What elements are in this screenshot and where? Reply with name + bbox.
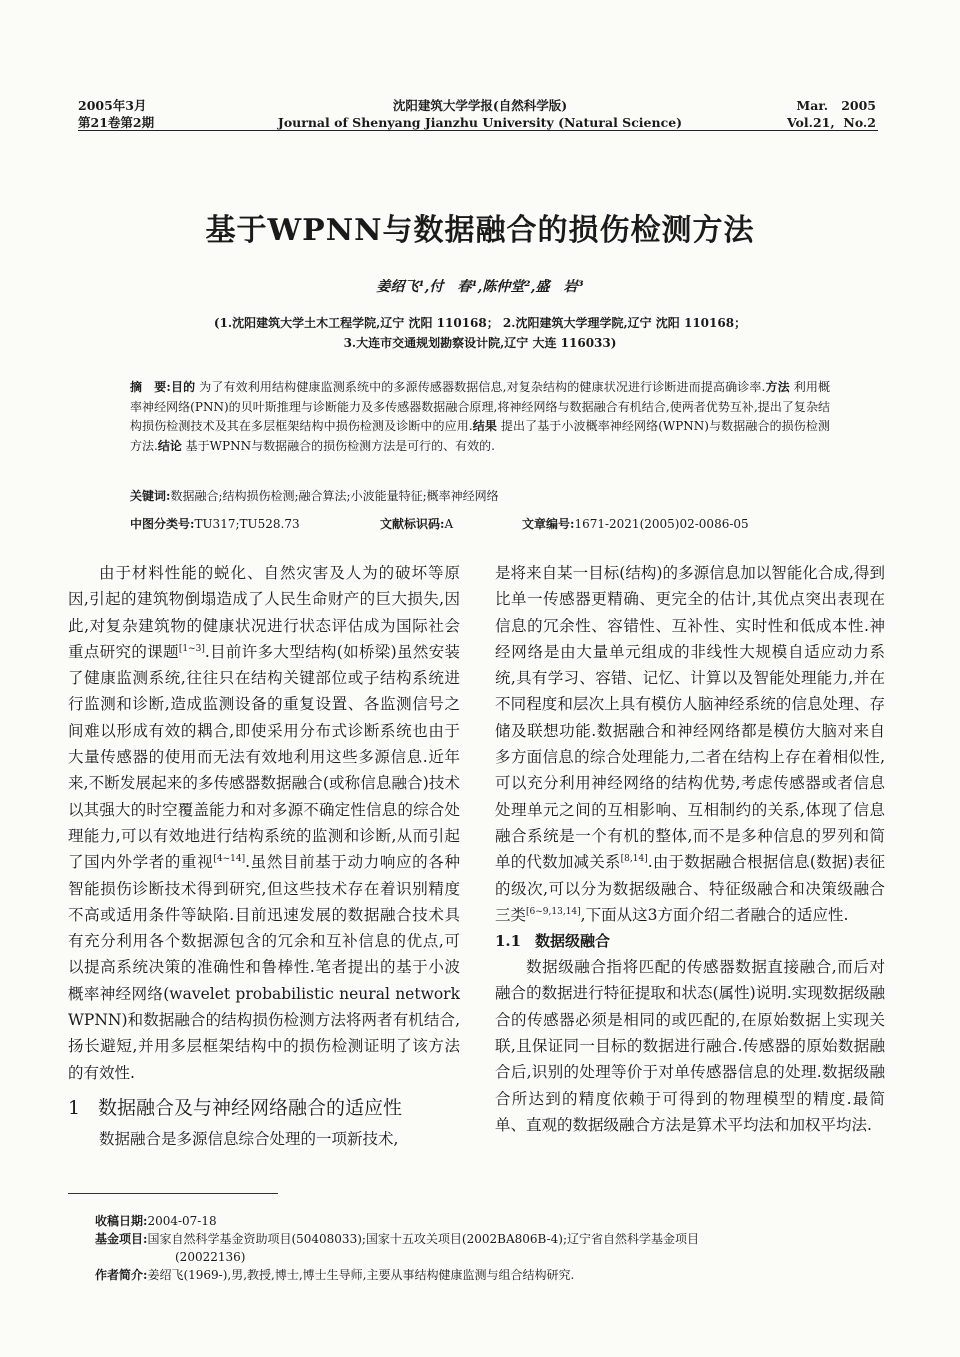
subsection-number: 1.1 — [495, 932, 522, 951]
issue-date-en: Mar. 2005 — [796, 98, 876, 113]
citation: [6~9,13,14] — [526, 906, 581, 917]
received-date — [95, 1212, 885, 1230]
abstract-purpose-label: 目的 — [170, 380, 196, 394]
issue-volume: 第21卷第2期 — [78, 115, 155, 130]
issue-date: 2005年3月 — [78, 98, 147, 113]
footnotes — [95, 1212, 885, 1284]
doc-code — [380, 515, 453, 534]
subsection-paragraph: 数据级融合指将匹配的传感器数据直接融合,而后对融合的数据进行特征提取和状态(属性)说明.实现数据级融合的传感器必须是相同的或匹配的,在原始数据上实现关联,且保证同一目标的数据进行融合.传感器的原始数据融合后,识别的处理等价于对单传感器信息的处理.数据级融合所达到的精度依赖于可得到的物理模型的精度.最简单、直观的数据级融合方法是算术平均法和加权平均法. — [495, 958, 885, 1134]
abstract — [130, 378, 830, 456]
fund-info — [95, 1230, 885, 1248]
keywords-value: 数据融合;结构损伤检测;融合算法;小波能量特征;概率神经网络 — [170, 489, 499, 503]
keywords-label: 关键词: — [130, 489, 171, 503]
intro-text-a: 由于材料性能的蜕化、自然灾害及人为的破坏等原因,引起的建筑物倒塌造成了人民生命财产的巨大损失,因此,对复杂建筑物的健康状况进行状态评估成为国际社会重点研究的课题 — [68, 564, 460, 661]
issue-info — [78, 97, 248, 131]
keywords — [130, 487, 830, 506]
intro-paragraph — [68, 560, 460, 1086]
abstract-purpose: 为了有效利用结构健康监测系统中的多源传感器数据信息,对复杂结构的健康状况进行诊断进而提高确诊率. — [195, 380, 766, 394]
affiliation-line-2: 3.大连市交通规划勘察设计院,辽宁 大连 116033) — [343, 336, 617, 350]
abstract-conclusion: 基于WPNN与数据融合的损伤检测方法是可行的、有效的. — [181, 438, 495, 453]
paper-title: 基于WPNN与数据融合的损伤检测方法 — [205, 213, 755, 248]
right-text-b: .由于数据融合根据信息(数据)表征的级次,可以分为数据级融合、特征级融合和决策级融合三类 — [495, 853, 885, 924]
journal-name-en: Journal of Shenyang Jianzhu University (Natural Science) — [277, 115, 683, 130]
header-rule — [78, 130, 878, 131]
issue-volume-en: Vol.21, No.2 — [786, 115, 876, 130]
doc-label: 文献标识码: — [380, 517, 445, 531]
intro-text-b: .目前许多大型结构(如桥梁)虽然安装了健康监测系统,往往只在结构关键部位或子结构系统进行监测和诊断,造成监测设备的重复设置、各监测信号之间难以形成有效的耦合,即使采用分布式诊断系统也由于大量传感器的使用而无法有效地利用这些多源信息.近年来,不断发展起来的多传感器数据融合(或称信息融合)技术以其强大的时空覆盖能力和对多源不确定性信息的综合处理能力,可以有效地进行结构系统的监测和诊断,从而引起了国内外学者的重视 — [68, 642, 460, 872]
subsection-title: 数据级融合 — [535, 932, 611, 951]
citation: [1~3] — [178, 643, 205, 654]
footnote-rule — [68, 1193, 278, 1194]
abstract-result-label: 结果 — [472, 419, 497, 433]
citation: [8,14] — [620, 854, 648, 865]
clc-value: TU317;TU528.73 — [194, 517, 300, 531]
affiliations — [110, 313, 850, 353]
section-title: 数据融合及与神经网络融合的适应性 — [98, 1096, 403, 1119]
received-label: 收稿日期: — [95, 1214, 148, 1228]
doc-value: A — [444, 517, 454, 531]
body-column-left — [68, 560, 460, 1152]
author-list: 姜绍飞¹,付 春¹,陈仲堂²,盛 岩³ — [376, 279, 584, 295]
author-bio-label: 作者简介: — [95, 1268, 148, 1282]
article-label: 文章编号: — [522, 517, 575, 531]
journal-name — [270, 97, 690, 131]
section-paragraph: 数据融合是多源信息综合处理的一项新技术, — [99, 1129, 399, 1148]
journal-name-cn: 沈阳建筑大学学报(自然科学版) — [392, 98, 568, 113]
section-heading — [68, 1094, 460, 1122]
right-text-a: 是将来自某一目标(结构)的多源信息加以智能化合成,得到比单一传感器更精确、更完全的估计,其优点突出表现在信息的冗余性、容错性、互补性、实时性和低成本性.神经网络是由大量单元组成的非线性大规模自适应动力系统,具有学习、容错、记忆、计算以及智能处理能力,并在不同程度和层次上具有模仿人脑神经系统的信息处理、存储及联想功能.数据融合和神经网络都是模仿大脑对来自多方面信息的综合处理能力,二者在结构上存在着相似性,可以充分利用神经网络的结构优势,考虑传感器或者信息处理单元之间的互相影响、互相制约的关系,体现了信息融合系统是一个有机的整体,而不是多种信息的罗列和简单的代数加减关系 — [495, 564, 885, 872]
intro-text-c: .虽然目前基于动力响应的各种智能损伤诊断技术得到研究,但这些技术存在着识别精度不高或适用条件等缺陷.目前迅速发展的数据融合技术具有充分利用各个数据源包含的冗余和互补信息的优点,可以提高系统决策的准确性和鲁棒性.笔者提出的基于小波概率神经网络(wavelet probabilistic neural network WPNN)和数据融合的结构损伤检测方法将两者有机结合,扬长避短,并用多层框架结构中的损伤检测证明了该方法的有效性. — [68, 853, 460, 1082]
right-text-c: ,下面从这3方面介绍二者融合的适应性. — [580, 905, 849, 924]
fund-info-cont: (20022136) — [175, 1250, 246, 1264]
abstract-method-label: 方法 — [765, 380, 790, 394]
body-column-right — [495, 560, 885, 1138]
clc-label: 中图分类号: — [130, 517, 195, 531]
fund-value: 国家自然科学基金资助项目(50408033);国家十五攻关项目(2002BA806B-4);辽宁省自然科学基金项目 — [147, 1232, 699, 1246]
received-value: 2004-07-18 — [147, 1214, 217, 1228]
citation: [4~14] — [213, 854, 246, 865]
abstract-conclusion-label: 结论 — [157, 438, 182, 453]
abstract-label: 摘 要: — [130, 380, 171, 394]
clc-code — [130, 515, 300, 534]
continued-paragraph — [495, 560, 885, 928]
subsection-heading — [495, 928, 885, 954]
author-bio-value: 姜绍飞(1969-),男,教授,博士,博士生导师,主要从事结构健康监测与组合结构研究. — [147, 1268, 575, 1282]
author-bio — [95, 1266, 885, 1284]
issue-info-en — [740, 97, 876, 131]
article-value: 1671-2021(2005)02-0086-05 — [574, 517, 749, 531]
section-number: 1 — [68, 1096, 81, 1119]
abstract-result: 提出了基于小波概率神经网络(WPNN)与数据融合的损伤检测方法. — [130, 419, 830, 453]
abstract-method: 利用概率神经网络(PNN)的贝叶斯推理与诊断能力及多传感器数据融合原理,将神经网络与数据融合有机结合,使两者优势互补,提出了复杂结构损伤检测技术及其在多层框架结构中损伤检测及诊断中的应用. — [130, 380, 830, 433]
affiliation-line-1: (1.沈阳建筑大学土木工程学院,辽宁 沈阳 110168； 2.沈阳建筑大学理学院,辽宁 沈阳 110168； — [213, 316, 747, 330]
article-number — [522, 515, 749, 534]
fund-label: 基金项目: — [95, 1232, 148, 1246]
